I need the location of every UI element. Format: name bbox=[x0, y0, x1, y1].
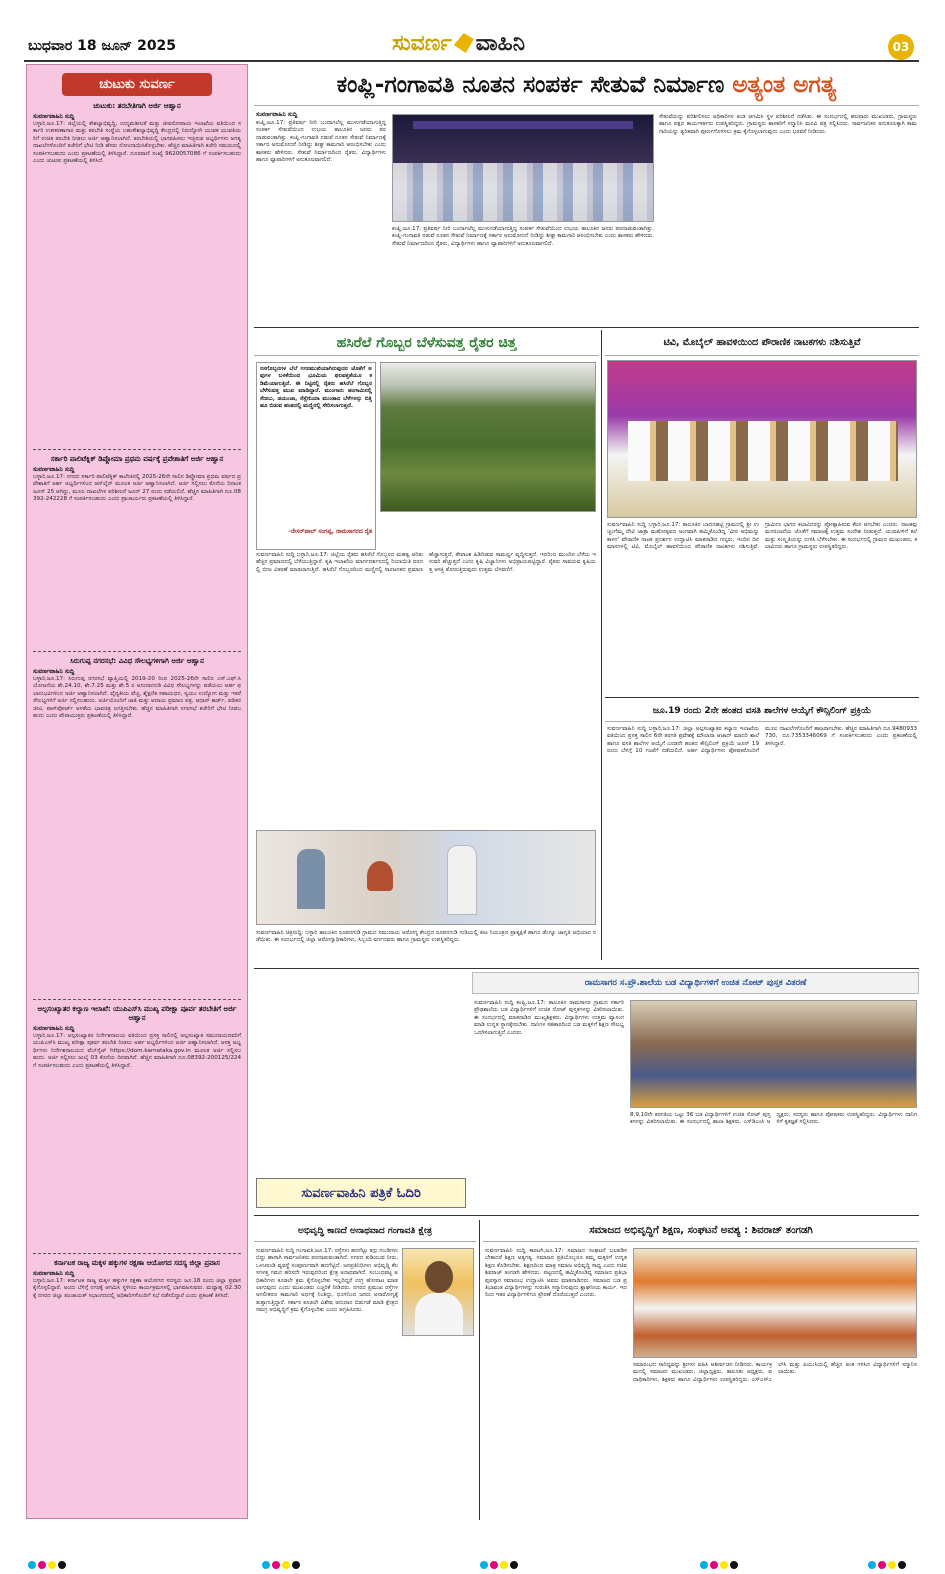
sidebar-item-heading: ಕರ್ನಾಟಕ ರಾಜ್ಯ ಮಕ್ಕಳ ಹಕ್ಕುಗಳ ರಕ್ಷಣಾ ಆಯೋಗದ ಸದಸ್ಯ ಜಿಲ್ಲಾ ಪ್ರವಾಸ bbox=[54, 1259, 220, 1267]
green-story bbox=[254, 330, 599, 960]
sidebar-item-body: ಬಳ್ಳಾರಿ,ಜೂ.17: ಜಿಲ್ಲೆಯಲ್ಲಿ ಕೌಶಲ್ಯಾಭಿವೃದ್ಧಿ, ಉದ್ಯಮಶೀಲತೆ ಮತ್ತು ಜೀವನೋಪಾಯ ಇಲಾಖೆಯ ವತಿಯಿಂದ ಸರ್ಕಾರಿ ಉಪಕರಣಾಗಾರ ಮತ್ತು ತರಬೇತಿ ಸಂಸ್ಥೆಯ ಬಹುಕೌಶಲ್ಯಾಭಿವೃದ್ಧಿ ಕೇಂದ್ರದಲ್ಲಿ ನಿರುದ್ಯೋಗಿ ಯುವಕ ಯುವತಿಯರಿಗೆ ಉಚಿತ ತರಬೇತಿ ನೀಡಲು ಅರ್ಜಿ ಆಹ್ವಾನಿಸಲಾಗಿದೆ. ತರಬೇತಿಯಲ್ಲಿ ಭಾಗವಹಿಸಲು ಇಚ್ಛಿಸುವ ಅಭ್ಯರ್ಥಿಗಳು ಅಗತ್ಯ ದಾಖಲೆಗಳೊಂದಿಗೆ ಕಚೇರಿಗೆ ಭೇಟಿ ನೀಡಿ ಹೆಸರು ನೋಂದಾಯಿಸಿಕೊಳ್ಳಬೇಕು. ಹೆಚ್ಚಿನ ಮಾಹಿತಿಗಾಗಿ ಕಚೇರಿ ಸಮಯದಲ್ಲಿ ಸಂಪರ್ಕಿಸಬಹುದು ಎಂದು ಪ್ರಕಟಣೆಯಲ್ಲಿ ತಿಳಿಸಿದ್ದಾರೆ. ದೂರವಾಣಿ ಸಂಖ್ಯೆ 9620057086 ಗೆ ಸಂಪರ್ಕಿಸಬಹುದು ಎಂದು ಚುಟುಕು ಪ್ರಕಟಣೆಯಲ್ಲಿ ತಿಳಿಸಿದೆ. bbox=[33, 121, 241, 165]
divider bbox=[479, 1220, 480, 1520]
lead-story bbox=[254, 64, 919, 324]
page-number: 03 bbox=[888, 34, 914, 60]
counseling-headline: ಜೂ.19 ರಂದು 2ನೇ ಹಂತದ ವಸತಿ ಶಾಲೆಗಳ ಆಯ್ಕೆಗೆ ಕೌನ್ಸಿಲಿಂಗ್ ಪ್ರಕ್ರಿಯೆ bbox=[605, 700, 919, 722]
students-photo bbox=[630, 1000, 917, 1108]
divider bbox=[254, 1215, 919, 1216]
header-rule bbox=[24, 60, 919, 62]
health-camp-photo bbox=[256, 830, 596, 925]
sidebar-item bbox=[27, 657, 247, 994]
divider bbox=[254, 327, 919, 328]
sidebar-item-body: ಬಳ್ಳಾರಿ,ಜೂ.17: ಅಲ್ಪಸಂಖ್ಯಾತರ ನಿರ್ದೇಶನಾಲಯ ವತಿಯಿಂದ ಪ್ರಸಕ್ತ ಸಾಲಿನಲ್ಲಿ ಅಲ್ಪಸಂಖ್ಯಾತ ಸಮುದಾಯದವರಿಗೆ ಯುಪಿಎಸ್‌ಸಿ ಮುಖ್ಯ ಪರೀಕ್ಷಾ ಪೂರ್ವ ತರಬೇತಿ ನೀಡಲು ಅರ್ಹ ಅಭ್ಯರ್ಥಿಗಳಿಂದ ಅರ್ಜಿ ಆಹ್ವಾನಿಸಲಾಗಿದೆ. ಆಸಕ್ತ ಅಭ್ಯರ್ಥಿಗಳು ನಿರ್ದೇಶನಾಲಯದ ವೆಬ್‌ಸೈಟ್ https://dom.karnataka.gov.in ಮೂಲಕ ಅರ್ಜಿ ಸಲ್ಲಿಸಬಹುದು. ಅರ್ಜಿ ಸಲ್ಲಿಸಲು ಜುಲೈ 03 ಕೊನೆಯ ದಿನವಾಗಿದೆ. ಹೆಚ್ಚಿನ ಮಾಹಿತಿಗಾಗಿ ದೂ.08392-200125/224 ಗೆ ಸಂಪರ್ಕಿಸಬಹುದು ಎಂದು ಪ್ರಕಟಣೆಯಲ್ಲಿ ತಿಳಿಸಿದ್ದಾರೆ. bbox=[33, 1033, 241, 1069]
lead-dateline: ಸುವರ್ಣವಾಹಿನಿ ಸುದ್ದಿ bbox=[256, 111, 298, 118]
sidebar bbox=[26, 64, 248, 1519]
lead-photo bbox=[392, 114, 654, 222]
notebooks-body-left: ಸುವರ್ಣವಾಹಿನಿ ಸುದ್ದಿ ಕಂಪ್ಲಿ,ಜೂ.17: ತಾಲೂಕಿನ ರಾಮಸಾಗರ ಗ್ರಾಮದ ಸರ್ಕಾರಿ ಪ್ರೌಢಶಾಲೆಯ ಬಡ ವಿದ್ಯಾರ್ಥಿಗಳಿಗೆ ಉಚಿತ ನೋಟ್ ಪುಸ್ತಕಗಳನ್ನು ವಿತರಿಸಲಾಯಿತು. ಈ ಸಂದರ್ಭದಲ್ಲಿ ಮಾತನಾಡಿದ ಮುಖ್ಯಶಿಕ್ಷಕರು, ವಿದ್ಯಾರ್ಥಿಗಳು ಉತ್ತಮ ವ್ಯಾಸಂಗ ಮಾಡಿ ಉನ್ನತ ಸ್ಥಾನಕ್ಕೇರಬೇಕು. ದಾನಿಗಳ ಸಹಕಾರದಿಂದ ಬಡ ಮಕ್ಕಳಿಗೆ ಶಿಕ್ಷಣ ಸೌಲಭ್ಯ ಒದಗಿಸಲಾಗುತ್ತಿದೆ ಎಂದರು. bbox=[474, 1000, 624, 1036]
date-line: ಬುಧವಾರ 18 ಜೂನ್ 2025 bbox=[28, 38, 177, 54]
lead-body-right: ಸೇತುವೆಯನ್ನು ಪರಿಶೀಲಿಸಲು ಅಧಿಕಾರಿಗಳ ತಂಡ ಆಗಮಿಸಿ ಸ್ಥಳ ಪರಿಶೀಲನೆ ನಡೆಸಿತು. ಈ ಸಂದರ್ಭದಲ್ಲಿ ಹಲವಾರು ಮುಖಂಡರು, ಗ್ರಾಮಸ್ಥರು ಹಾಗೂ ಪಕ್ಷದ ಕಾರ್ಯಕರ್ತರು ಉಪಸ್ಥಿತರಿದ್ದರು. ಗ್ರಾಮಸ್ಥರು ಶಾಸಕರಿಗೆ ಸನ್ಮಾನಿಸಿ ಮನವಿ ಪತ್ರ ಸಲ್ಲಿಸಿದರು. ಸಾರ್ವಜನಿಕರ ಅನುಕೂಲಕ್ಕಾಗಿ ಕಾಮಗಾರಿಯನ್ನು ತ್ವರಿತವಾಗಿ ಪೂರ್ಣಗೊಳಿಸಲು ಕ್ರಮ ಕೈಗೊಳ್ಳಲಾಗುವುದು ಎಂದು ಭರವಸೆ ನೀಡಿದರು. bbox=[659, 114, 917, 135]
society-body-left: ಸುವರ್ಣವಾಹಿನಿ ಸುದ್ದಿ ಕಾರಟಗಿ,ಜೂ.17: ಸಮಾಜದ ಸಂಘಟನೆ ಬಲಪಡಿಸಬೇಕಾದರೆ ಶಿಕ್ಷಣ ಅತ್ಯಗತ್ಯ. ಸಮಾಜದ ಪ್ರತಿಯೊಬ್ಬರೂ ತಮ್ಮ ಮಕ್ಕಳಿಗೆ ಉನ್ನತ ಶಿಕ್ಷಣ ಕೊಡಿಸಬೇಕು. ಶಿಕ್ಷಣದಿಂದ ಮಾತ್ರ ಸಮಾಜ ಅಭಿವೃದ್ಧಿ ಸಾಧ್ಯ ಎಂದು ಸಚಿವ ಶಿವರಾಜ್ ತಂಗಡಗಿ ಹೇಳಿದರು. ಪಟ್ಟಣದಲ್ಲಿ ಹಮ್ಮಿಕೊಂಡಿದ್ದ ಸಮಾಜದ ಪ್ರತಿಭಾ ಪುರಸ್ಕಾರ ಸಮಾರಂಭ ಉದ್ಘಾಟಿಸಿ ಅವರು ಮಾತನಾಡಿದರು. ಸಮಾಜದ ಬಡ ಪ್ರತಿಭಾವಂತ ವಿದ್ಯಾರ್ಥಿಗಳನ್ನು ಗುರುತಿಸಿ ಸನ್ಮಾನಿಸುವುದು ಶ್ಲಾಘನೀಯ ಕಾರ್ಯ. ಇದರಿಂದ ಇತರ ವಿದ್ಯಾರ್ಥಿಗಳಿಗೂ ಪ್ರೇರಣೆ ದೊರೆಯುತ್ತದೆ ಎಂದರು. bbox=[485, 1248, 627, 1299]
lead-body-mid: ಕಂಪ್ಲಿ,ಜೂ.17: ಪ್ರತಿವರ್ಷ ನೀರಿ ಬಂದಾಗಲೆಲ್ಲ ಮುಳುಗಡೆಯಾಗುತ್ತಿದ್ದ ಸಂಪರ್ಕ ಸೇತುವೆಯಿಂದ ಉಭಯ ತಾಲೂಕಿನ ಜನರು ಪರದಾಡುವಂತಾಗಿತ್ತು. ಕಂಪ್ಲಿ-ಗಂಗಾವತಿ ನಡುವೆ ನೂತನ ಸೇತುವೆ ನಿರ್ಮಾಣಕ್ಕೆ ಸರ್ಕಾರ ಅನುಮೋದನೆ ನೀಡಿದ್ದು ಶೀಘ್ರ ಕಾಮಗಾರಿ ಆರಂಭಿಸಬೇಕು ಎಂದು ಶಾಸಕರು ಹೇಳಿದರು. ಸೇತುವೆ ನಿರ್ಮಾಣದಿಂದ ರೈತರು, ವಿದ್ಯಾರ್ಥಿಗಳು ಹಾಗೂ ವ್ಯಾಪಾರಿಗಳಿಗೆ ಅನುಕೂಲವಾಗಲಿದೆ. bbox=[392, 226, 654, 247]
sidebar-item-heading: ಚುಟುಕು: ತರಬೇತಿಗಾಗಿ ಅರ್ಜಿ ಆಹ್ವಾನ bbox=[93, 102, 181, 110]
development-story bbox=[254, 1220, 476, 1520]
sidebar-item-dateline: ಸುವರ್ಣವಾಹಿನಿ ಸುದ್ದಿ bbox=[33, 668, 75, 675]
sidebar-item bbox=[27, 455, 247, 646]
sidebar-item-body: ಬಳ್ಳಾರಿ,ಜೂ.17: ಕರ್ನಾಟಕ ರಾಜ್ಯ ಮಕ್ಕಳ ಹಕ್ಕುಗಳ ರಕ್ಷಣಾ ಆಯೋಗದ ಸದಸ್ಯರು ಜೂ.18 ರಂದು ಜಿಲ್ಲಾ ಪ್ರವಾಸ ಕೈಗೊಳ್ಳಲಿದ್ದಾರೆ. ಅಂದು ಬೆಳಿಗ್ಗೆ ನಗರಕ್ಕೆ ಆಗಮಿಸಿ ಸ್ಥಳೀಯ ಕಾರ್ಯಕ್ರಮಗಳಲ್ಲಿ ಭಾಗವಹಿಸುವರು. ಮಧ್ಯಾಹ್ನ 02.30 ಕ್ಕೆ ನಗರದ ಜಿಲ್ಲಾ ಪಂಚಾಯತ್ ಸಭಾಂಗಣದಲ್ಲಿ ಅಧಿಕಾರಿಗಳೊಂದಿಗೆ ಸಭೆ ನಡೆಸಲಿದ್ದಾರೆ ಎಂದು ಪ್ರಕಟಣೆ ತಿಳಿಸಿದೆ. bbox=[33, 1278, 241, 1299]
felicitation-photo bbox=[633, 1248, 917, 1358]
health-camp-caption: ಸುವರ್ಣವಾಹಿನಿ ಚಿತ್ರಸುದ್ದಿ: ಬಳ್ಳಾರಿ ತಾಲೂಕಿನ ರೂಪನಗುಡಿ ಗ್ರಾಮದ ಸಮುದಾಯ ಆರೋಗ್ಯ ಕೇಂದ್ರದ ರೂಪನಗುಡಿ ಗುಡಿಯಲ್ಲಿ ಕೀಟ ನಿಯಂತ್ರಣ ಪ್ರಾತ್ಯಕ್ಷಿಕೆ ಹಾಗೂ ಡೆಂಗ್ಯೂ ಜಾಗೃತಿ ಅಭಿಯಾನ ನಡೆಯಿತು. ಈ ಸಂದರ್ಭದಲ್ಲಿ ಜಿಲ್ಲಾ ಆರೋಗ್ಯಾಧಿಕಾರಿಗಳು, ಸಿಬ್ಬಂದಿ ವರ್ಗದವರು ಹಾಗೂ ಗ್ರಾಮಸ್ಥರು ಉಪಸ್ಥಿತರಿದ್ದರು. bbox=[256, 930, 596, 944]
sidebar-item-dateline: ಸುವರ್ಣವಾಹಿನಿ ಸುದ್ದಿ bbox=[33, 466, 75, 473]
sidebar-item-dateline: ಸುವರ್ಣವಾಹಿನಿ ಸುದ್ದಿ bbox=[33, 113, 75, 120]
sidebar-item-dateline: ಸುವರ್ಣವಾಹಿನಿ ಸುದ್ದಿ bbox=[33, 1025, 75, 1032]
green-intro: ರಸಗೊಬ್ಬರಗಳ ಬೆಲೆ ಗಗನಮುಖಿಯಾಗಿರುವುದರ ಜೊತೆಗೆ ಅವುಗಳ ಬಳಕೆಯಿಂದ ಭೂಮಿಯ ಫಲವತ್ತತೆಯೂ ಕಡಿಮೆಯಾಗುತ್ತಿದೆ. ಈ ನಿಟ್ಟಿನಲ್ಲಿ ರೈತರು ಹಸಿರೆಲೆ ಗೊಬ್ಬರ ಬೆಳೆಸುವತ್ತ ಮುಖ ಮಾಡಿದ್ದಾರೆ. ಮುಂಗಾರು ಹಂಗಾಮಿನಲ್ಲಿ ಸೆಣಬು, ಡಯಂಚಾ, ಸೆಸ್ಬೇನಿಯಾ ಮುಂತಾದ ಬೆಳೆಗಳನ್ನು ಬಿತ್ತಿ ಹೂ ಬಿಡುವ ಹಂತದಲ್ಲಿ ಮಣ್ಣಿನಲ್ಲಿ ಸೇರಿಸಲಾಗುತ್ತದೆ. bbox=[260, 366, 372, 410]
green-byline: -ನೇಸರ್‌ಪಾಲ್ ಸಂಗಪ್ಪ, ರಾಮಸಾಗರದ ರೈತ bbox=[288, 528, 372, 535]
divider bbox=[601, 330, 602, 960]
society-story bbox=[483, 1220, 919, 1520]
sidebar-title: ಚುಟುಕು ಸುವರ್ಣ bbox=[62, 73, 212, 96]
field-photo bbox=[380, 362, 596, 512]
green-intro-box bbox=[256, 362, 376, 550]
lead-body-left: ಕಂಪ್ಲಿ,ಜೂ.17: ಪ್ರತಿವರ್ಷ ನೀರಿ ಬಂದಾಗಲೆಲ್ಲ ಮುಳುಗಡೆಯಾಗುತ್ತಿದ್ದ ಸಂಪರ್ಕ ಸೇತುವೆಯಿಂದ ಉಭಯ ತಾಲೂಕಿನ ಜನರು ಪರದಾಡುವಂತಾಗಿತ್ತು. ಕಂಪ್ಲಿ-ಗಂಗಾವತಿ ನಡುವೆ ನೂತನ ಸೇತುವೆ ನಿರ್ಮಾಣಕ್ಕೆ ಸರ್ಕಾರ ಅನುಮೋದನೆ ನೀಡಿದ್ದು ಶೀಘ್ರ ಕಾಮಗಾರಿ ಆರಂಭಿಸಬೇಕು ಎಂದು ಶಾಸಕರು ಹೇಳಿದರು. ಸೇತುವೆ ನಿರ್ಮಾಣದಿಂದ ರೈತರು, ವಿದ್ಯಾರ್ಥಿಗಳು ಹಾಗೂ ವ್ಯಾಪಾರಿಗಳಿಗೆ ಅನುಕೂಲವಾಗಲಿದೆ. bbox=[256, 120, 386, 164]
counseling-body: ಸುವರ್ಣವಾಹಿನಿ ಸುದ್ದಿ ಬಳ್ಳಾರಿ,ಜೂ.17: ಜಿಲ್ಲಾ ಅಲ್ಪಸಂಖ್ಯಾತರ ಕಲ್ಯಾಣ ಇಲಾಖೆಯ ವತಿಯಿಂದ ಪ್ರಸಕ್ತ ಸಾಲಿನ 6ನೇ ತರಗತಿ ಪ್ರವೇಶಕ್ಕೆ ಮೌಲಾನಾ ಆಜಾದ್ ಮಾದರಿ ಶಾಲೆ ಹಾಗೂ ವಸತಿ ಶಾಲೆಗಳ ಆಯ್ಕೆಗೆ ಎರಡನೇ ಹಂತದ ಕೌನ್ಸಿಲಿಂಗ್ ಪ್ರಕ್ರಿಯೆ ಜೂನ್ 19 ರಂದು ಬೆಳಿಗ್ಗೆ 10 ಗಂಟೆಗೆ ನಡೆಯಲಿದೆ. ಅರ್ಹ ವಿದ್ಯಾರ್ಥಿಗಳು ಪೋಷಕರೊಂದಿಗೆ ಮೂಲ ದಾಖಲೆಗಳೊಂದಿಗೆ ಹಾಜರಾಗಬೇಕು. ಹೆಚ್ಚಿನ ಮಾಹಿತಿಗಾಗಿ ದೂ.9480933730, ದೂ.7353346069 ಗೆ ಸಂಪರ್ಕಿಸಬಹುದು ಎಂದು ಪ್ರಕಟಣೆಯಲ್ಲಿ ತಿಳಿಸಿದ್ದಾರೆ. bbox=[607, 726, 917, 755]
page-header bbox=[0, 0, 945, 60]
divider bbox=[254, 968, 919, 969]
sidebar-item-heading: ಸಿರುಗುಪ್ಪ ನಗರಸಭೆ: ವಿವಿಧ ಸೌಲಭ್ಯಗಳಿಗಾಗಿ ಅರ್ಜಿ ಆಹ್ವಾನ bbox=[70, 657, 204, 665]
promo-banner bbox=[256, 1178, 466, 1208]
masthead-right: ವಾಹಿನಿ bbox=[475, 30, 526, 56]
counseling-story bbox=[605, 700, 919, 965]
sidebar-item bbox=[27, 1259, 247, 1468]
development-body: ಸುವರ್ಣವಾಹಿನಿ ಸುದ್ದಿ ಗಂಗಾವತಿ,ಜೂ.17: ರಸ್ತೆಗಳು ಹದಗೆಟ್ಟು ತಗ್ಗು ಗುಂಡಿಗಳು ಬಿದ್ದು ಹಾಳಾಗಿ ಸಾರ್ವಜನಿಕರು ಪರದಾಡುವಂತಾಗಿದೆ. ನಗರದ ಕುಡಿಯುವ ನೀರು, ಒಳಚರಂಡಿ ವ್ಯವಸ್ಥೆ ಸಂಪೂರ್ಣವಾಗಿ ಹದಗೆಟ್ಟಿದೆ. ಜನಪ್ರತಿನಿಧಿಗಳು ಅಭಿವೃದ್ಧಿ ಕೆಲಸಗಳತ್ತ ಗಮನ ಹರಿಸದೇ ಇರುವುದರಿಂದ ಕ್ಷೇತ್ರ ಅನಾಥವಾಗಿದೆ. ಸಂಬಂಧಪಟ್ಟ ಅಧಿಕಾರಿಗಳು ಕೂಡಲೇ ಕ್ರಮ ಕೈಗೊಳ್ಳಬೇಕು ಇಲ್ಲದಿದ್ದರೆ ಉಗ್ರ ಹೋರಾಟ ಮಾಡಲಾಗುವುದು ಎಂದು ಮುಖಂಡರು ಎಚ್ಚರಿಕೆ ನೀಡಿದರು. ನಗರದ ಪ್ರಮುಖ ರಸ್ತೆಗಳ ಅಗಲೀಕರಣ ಕಾಮಗಾರಿ ಅರ್ಧಕ್ಕೆ ನಿಂತಿದ್ದು, ಧೂಳಿನಿಂದ ಜನರು ಅನಾರೋಗ್ಯಕ್ಕೆ ತುತ್ತಾಗುತ್ತಿದ್ದಾರೆ. ಸರ್ಕಾರ ಕೂಡಲೇ ವಿಶೇಷ ಅನುದಾನ ಬಿಡುಗಡೆ ಮಾಡಿ ಕ್ಷೇತ್ರದ ಸಮಗ್ರ ಅಭಿವೃದ್ಧಿಗೆ ಕ್ರಮ ಕೈಗೊಳ್ಳಬೇಕು ಎಂದು ಆಗ್ರಹಿಸಿದರು. bbox=[256, 1248, 398, 1314]
sidebar-item-body: ಬಳ್ಳಾರಿ,ಜೂ.17: ನಗರದ ಸರ್ಕಾರಿ ಪಾಲಿಟೆಕ್ನಿಕ್ ಕಾಲೇಜಿನಲ್ಲಿ 2025-26ನೇ ಸಾಲಿನ ಡಿಪ್ಲೋಮಾ ಪ್ರಥಮ ವರ್ಷದ ಪ್ರವೇಶಾತಿಗೆ ಅರ್ಹ ಅಭ್ಯರ್ಥಿಗಳಿಂದ ಆನ್‌ಲೈನ್ ಮೂಲಕ ಅರ್ಜಿ ಆಹ್ವಾನಿಸಲಾಗಿದೆ. ಅರ್ಜಿ ಸಲ್ಲಿಸಲು ಕೊನೆಯ ದಿನಾಂಕ ಜೂನ್ 25 ಆಗಿದ್ದು, ಮೂಲ ದಾಖಲೆಗಳ ಪರಿಶೀಲನೆ ಜೂನ್ 27 ರಂದು ನಡೆಯಲಿದೆ. ಹೆಚ್ಚಿನ ಮಾಹಿತಿಗಾಗಿ ದೂ.08392-242228 ಗೆ ಸಂಪರ್ಕಿಸಬಹುದು ಎಂದು ಪ್ರಾಚಾರ್ಯರು ಪ್ರಕಟಣೆಯಲ್ಲಿ ತಿಳಿಸಿದ್ದಾರೆ. bbox=[33, 474, 241, 503]
development-headline: ಅಭಿವೃದ್ಧಿ ಕಾಣದೆ ಅನಾಥವಾದ ಗಂಗಾವತಿ ಕ್ಷೇತ್ರ bbox=[254, 1220, 476, 1242]
divider bbox=[605, 697, 919, 698]
lead-headline-accent: ಅತ್ಯಂತ ಅಗತ್ಯ bbox=[732, 71, 837, 98]
masthead-left: ಸುವರ್ಣ bbox=[392, 30, 452, 56]
tv-story bbox=[605, 330, 919, 695]
notebooks-headline: ರಾಮಸಾಗರ ಸ.ಪ್ರೌ.ಶಾಲೆಯ ಬಡ ವಿದ್ಯಾರ್ಥಿಗಳಿಗೆ ಉಚಿತ ನೋಟ್ ಪುಸ್ತಕ ವಿತರಣೆ bbox=[472, 972, 919, 994]
masthead-logo-icon bbox=[454, 33, 474, 53]
drama-photo bbox=[607, 360, 917, 518]
green-body: ಸುವರ್ಣವಾಹಿನಿ ಸುದ್ದಿ ಬಳ್ಳಾರಿ,ಜೂ.17: ಜಿಲ್ಲೆಯ ರೈತರು ಹಸಿರೆಲೆ ಗೊಬ್ಬರದ ಮಹತ್ವ ಅರಿತು ಹೆಚ್ಚಿನ ಪ್ರಮಾಣದಲ್ಲಿ ಬೆಳೆಯುತ್ತಿದ್ದಾರೆ. ಕೃಷಿ ಇಲಾಖೆಯ ಮಾರ್ಗದರ್ಶನದಲ್ಲಿ ರಿಯಾಯಿತಿ ದರದಲ್ಲಿ ಬೀಜ ವಿತರಣೆ ಮಾಡಲಾಗುತ್ತಿದೆ. ಹಸಿರೆಲೆ ಗೊಬ್ಬರದಿಂದ ಮಣ್ಣಿನಲ್ಲಿ ಸಾರಜನಕದ ಪ್ರಮಾಣ ಹೆಚ್ಚಾಗುತ್ತದೆ, ತೇವಾಂಶ ಹಿಡಿದಿಡುವ ಸಾಮರ್ಥ್ಯ ವೃದ್ಧಿಸುತ್ತದೆ. ಇದರಿಂದ ಮುಂದಿನ ಬೆಳೆಯ ಇಳುವರಿ ಹೆಚ್ಚುತ್ತದೆ ಎಂದು ಕೃಷಿ ವಿಜ್ಞಾನಿಗಳು ಅಭಿಪ್ರಾಯಪಟ್ಟಿದ್ದಾರೆ. ರೈತರು ಸಾವಯವ ಕೃಷಿಯತ್ತ ಆಸಕ್ತಿ ತೋರುತ್ತಿರುವುದು ಉತ್ತಮ ಬೆಳವಣಿಗೆ. bbox=[256, 552, 596, 573]
notebooks-body-right: 8,9,10ನೇ ತರಗತಿಯ ಒಟ್ಟು 36 ಬಡ ವಿದ್ಯಾರ್ಥಿಗಳಿಗೆ ಉಚಿತ ನೋಟ್ ಪುಸ್ತಕಗಳನ್ನು ವಿತರಿಸಲಾಯಿತು. ಈ ಸಂದರ್ಭದಲ್ಲಿ ಶಾಲಾ ಶಿಕ್ಷಕರು, ಎಸ್‌ಡಿಎಂಸಿ ಅಧ್ಯಕ್ಷರು, ಸದಸ್ಯರು ಹಾಗೂ ಪೋಷಕರು ಉಪಸ್ಥಿತರಿದ್ದರು. ವಿದ್ಯಾರ್ಥಿಗಳು ದಾನಿಗಳಿಗೆ ಕೃತಜ್ಞತೆ ಸಲ್ಲಿಸಿದರು. bbox=[630, 1112, 917, 1126]
sidebar-item-body: ಬಳ್ಳಾರಿ,ಜೂ.17: ಸಿರುಗುಪ್ಪ ನಗರಸಭೆ ವ್ಯಾಪ್ತಿಯಲ್ಲಿ 2019-20 ರಿಂದ 2025-26ನೇ ಸಾಲಿನ ಎಸ್.ಎಫ್.ಸಿ ಯೋಜನೆಯ ಶೇ.24.10, ಶೇ.7.25 ಮತ್ತು ಶೇ.5 ರ ಅನುದಾನದಡಿ ವಿವಿಧ ಸೌಲಭ್ಯಗಳನ್ನು ಪಡೆಯಲು ಅರ್ಹ ಫಲಾನುಭವಿಗಳಿಂದ ಅರ್ಜಿ ಆಹ್ವಾನಿಸಲಾಗಿದೆ. ವೈದ್ಯಕೀಯ ವೆಚ್ಚ, ಶೈಕ್ಷಣಿಕ ಸಹಾಯಧನ, ಸ್ವಯಂ ಉದ್ಯೋಗ ಮತ್ತು ಇತರೆ ಸೌಲಭ್ಯಗಳಿಗೆ ಅರ್ಜಿ ಸಲ್ಲಿಸಬಹುದು. ಅರ್ಜಿಯೊಂದಿಗೆ ಜಾತಿ ಮತ್ತು ಆದಾಯ ಪ್ರಮಾಣ ಪತ್ರ, ಆಧಾರ್ ಕಾರ್ಡ್, ಪಡಿತರ ಚೀಟಿ, ಪಾಸ್‌ಪೋರ್ಟ್ ಅಳತೆಯ ಭಾವಚಿತ್ರ ಲಗತ್ತಿಸಬೇಕು. ಹೆಚ್ಚಿನ ಮಾಹಿತಿಗಾಗಿ ನಗರಸಭೆ ಕಚೇರಿಗೆ ಭೇಟಿ ನೀಡಬಹುದು ಎಂದು ಪೌರಾಯುಕ್ತರು ಪ್ರಕಟಣೆಯಲ್ಲಿ ತಿಳಿಸಿದ್ದಾರೆ. bbox=[33, 676, 241, 720]
tv-body: ಸುವರ್ಣವಾಹಿನಿ ಸುದ್ದಿ ಬಳ್ಳಾರಿ,ಜೂ.17: ತಾಲೂಕಿನ ಬಾದನಹಟ್ಟಿ ಗ್ರಾಮದಲ್ಲಿ ಶ್ರೀ ಉಚ್ಚಂಗೆಮ್ಮ ದೇವಿ ಜಾತ್ರಾ ಮಹೋತ್ಸವದ ಅಂಗವಾಗಿ ಹಮ್ಮಿಕೊಂಡಿದ್ದ 'ವೀರ ಅಭಿಮನ್ಯು ಕಾಳಗ' ಪೌರಾಣಿಕ ನಾಟಕ ಪ್ರದರ್ಶನ ಉದ್ಘಾಟಿಸಿ ಮಾತನಾಡಿದ ಗಣ್ಯರು, ಇಂದಿನ ದಿನಮಾನಗಳಲ್ಲಿ ಟಿವಿ, ಮೊಬೈಲ್ ಹಾವಳಿಯಿಂದ ಪೌರಾಣಿಕ ನಾಟಕಗಳು ನಶಿಸುತ್ತಿವೆ. ಗ್ರಾಮೀಣ ಭಾಗದ ಕಲಾವಿದರನ್ನು ಪ್ರೋತ್ಸಾಹಿಸುವ ಕೆಲಸ ಆಗಬೇಕು ಎಂದರು. ನಾಟಕವು ಮನರಂಜನೆಯ ಜೊತೆಗೆ ಸಮಾಜಕ್ಕೆ ಉತ್ತಮ ಸಂದೇಶ ನೀಡುತ್ತದೆ. ಯುವಪೀಳಿಗೆ ಕಲೆ ಮತ್ತು ಸಂಸ್ಕೃತಿಯನ್ನು ಉಳಿಸಿ ಬೆಳೆಸಬೇಕು. ಈ ಸಂದರ್ಭದಲ್ಲಿ ಗ್ರಾಮದ ಮುಖಂಡರು, ಕಲಾವಿದರು ಹಾಗೂ ಗ್ರಾಮಸ್ಥರು ಉಪಸ್ಥಿತರಿದ್ದರು. bbox=[607, 522, 917, 551]
sidebar-item-dateline: ಸುವರ್ಣವಾಹಿನಿ ಸುದ್ದಿ bbox=[33, 1270, 75, 1277]
promo-text: ಸುವರ್ಣವಾಹಿನಿ ಪತ್ರಿಕೆ ಓದಿರಿ bbox=[301, 1185, 421, 1201]
notebooks-story bbox=[472, 972, 919, 1212]
sidebar-item bbox=[27, 102, 247, 444]
lead-headline-main: ಕಂಪ್ಲಿ-ಗಂಗಾವತಿ ನೂತನ ಸಂಪರ್ಕ ಸೇತುವೆ ನಿರ್ಮಾಣ bbox=[336, 71, 725, 98]
society-body-right: ಸಮಾರಂಭದ ಸಾನಿಧ್ಯವನ್ನು ಶ್ರೀಗಳು ವಹಿಸಿ ಆಶೀರ್ವಚನ ನೀಡಿದರು. ಕಾರ್ಯಕ್ರಮದಲ್ಲಿ ಸಮಾಜದ ಮುಖಂಡರು, ಜಿಲ್ಲಾಧ್ಯಕ್ಷರು, ತಾಲೂಕು ಅಧ್ಯಕ್ಷರು, ಪದಾಧಿಕಾರಿಗಳು, ಶಿಕ್ಷಕರು ಹಾಗೂ ವಿದ್ಯಾರ್ಥಿಗಳು ಉಪಸ್ಥಿತರಿದ್ದರು. ಎಸ್‌ಎಸ್‌ಎಲ್‌ಸಿ ಮತ್ತು ಪಿಯುಸಿಯಲ್ಲಿ ಹೆಚ್ಚಿನ ಅಂಕ ಗಳಿಸಿದ ವಿದ್ಯಾರ್ಥಿಗಳಿಗೆ ಸನ್ಮಾನಿಸಲಾಯಿತು. bbox=[633, 1362, 917, 1383]
masthead bbox=[392, 28, 525, 58]
green-headline: ಹಸಿರೆಲೆ ಗೊಬ್ಬರ ಬೆಳೆಸುವತ್ತ ರೈತರ ಚಿತ್ತ bbox=[254, 330, 599, 356]
tv-headline: ಟಿವಿ, ಮೊಬೈಲ್ ಹಾವಳಿಯಿಂದ ಪೌರಾಣಿಕ ನಾಟಕಗಳು ನಶಿಸುತ್ತಿವೆ bbox=[605, 330, 919, 356]
leader-portrait bbox=[402, 1248, 474, 1336]
registration-marks bbox=[0, 1550, 945, 1570]
sidebar-item bbox=[27, 1005, 247, 1248]
lead-headline bbox=[254, 64, 919, 106]
sidebar-item-heading: ಸರ್ಕಾರಿ ಪಾಲಿಟೆಕ್ನಿಕ್ ಡಿಪ್ಲೋಮಾ ಪ್ರಥಮ ವರ್ಷಕ್ಕೆ ಪ್ರವೇಶಾತಿಗೆ ಅರ್ಜಿ ಆಹ್ವಾನ bbox=[50, 455, 224, 463]
society-headline: ಸಮಾಜದ ಅಭಿವೃದ್ಧಿಗೆ ಶಿಕ್ಷಣ, ಸಂಘಟನೆ ಅವಶ್ಯ : ಶಿವರಾಜ್ ತಂಗಡಗಿ bbox=[483, 1220, 919, 1242]
sidebar-item-heading: ಅಲ್ಪಸಂಖ್ಯಾತರ ಕಲ್ಯಾಣ ಇಲಾಖೆ: ಯುಪಿಎಸ್‌ಸಿ ಮುಖ್ಯ ಪರೀಕ್ಷಾ ಪೂರ್ವ ತರಬೇತಿಗೆ ಅರ್ಜಿ ಆಹ್ವಾನ bbox=[37, 1005, 237, 1022]
